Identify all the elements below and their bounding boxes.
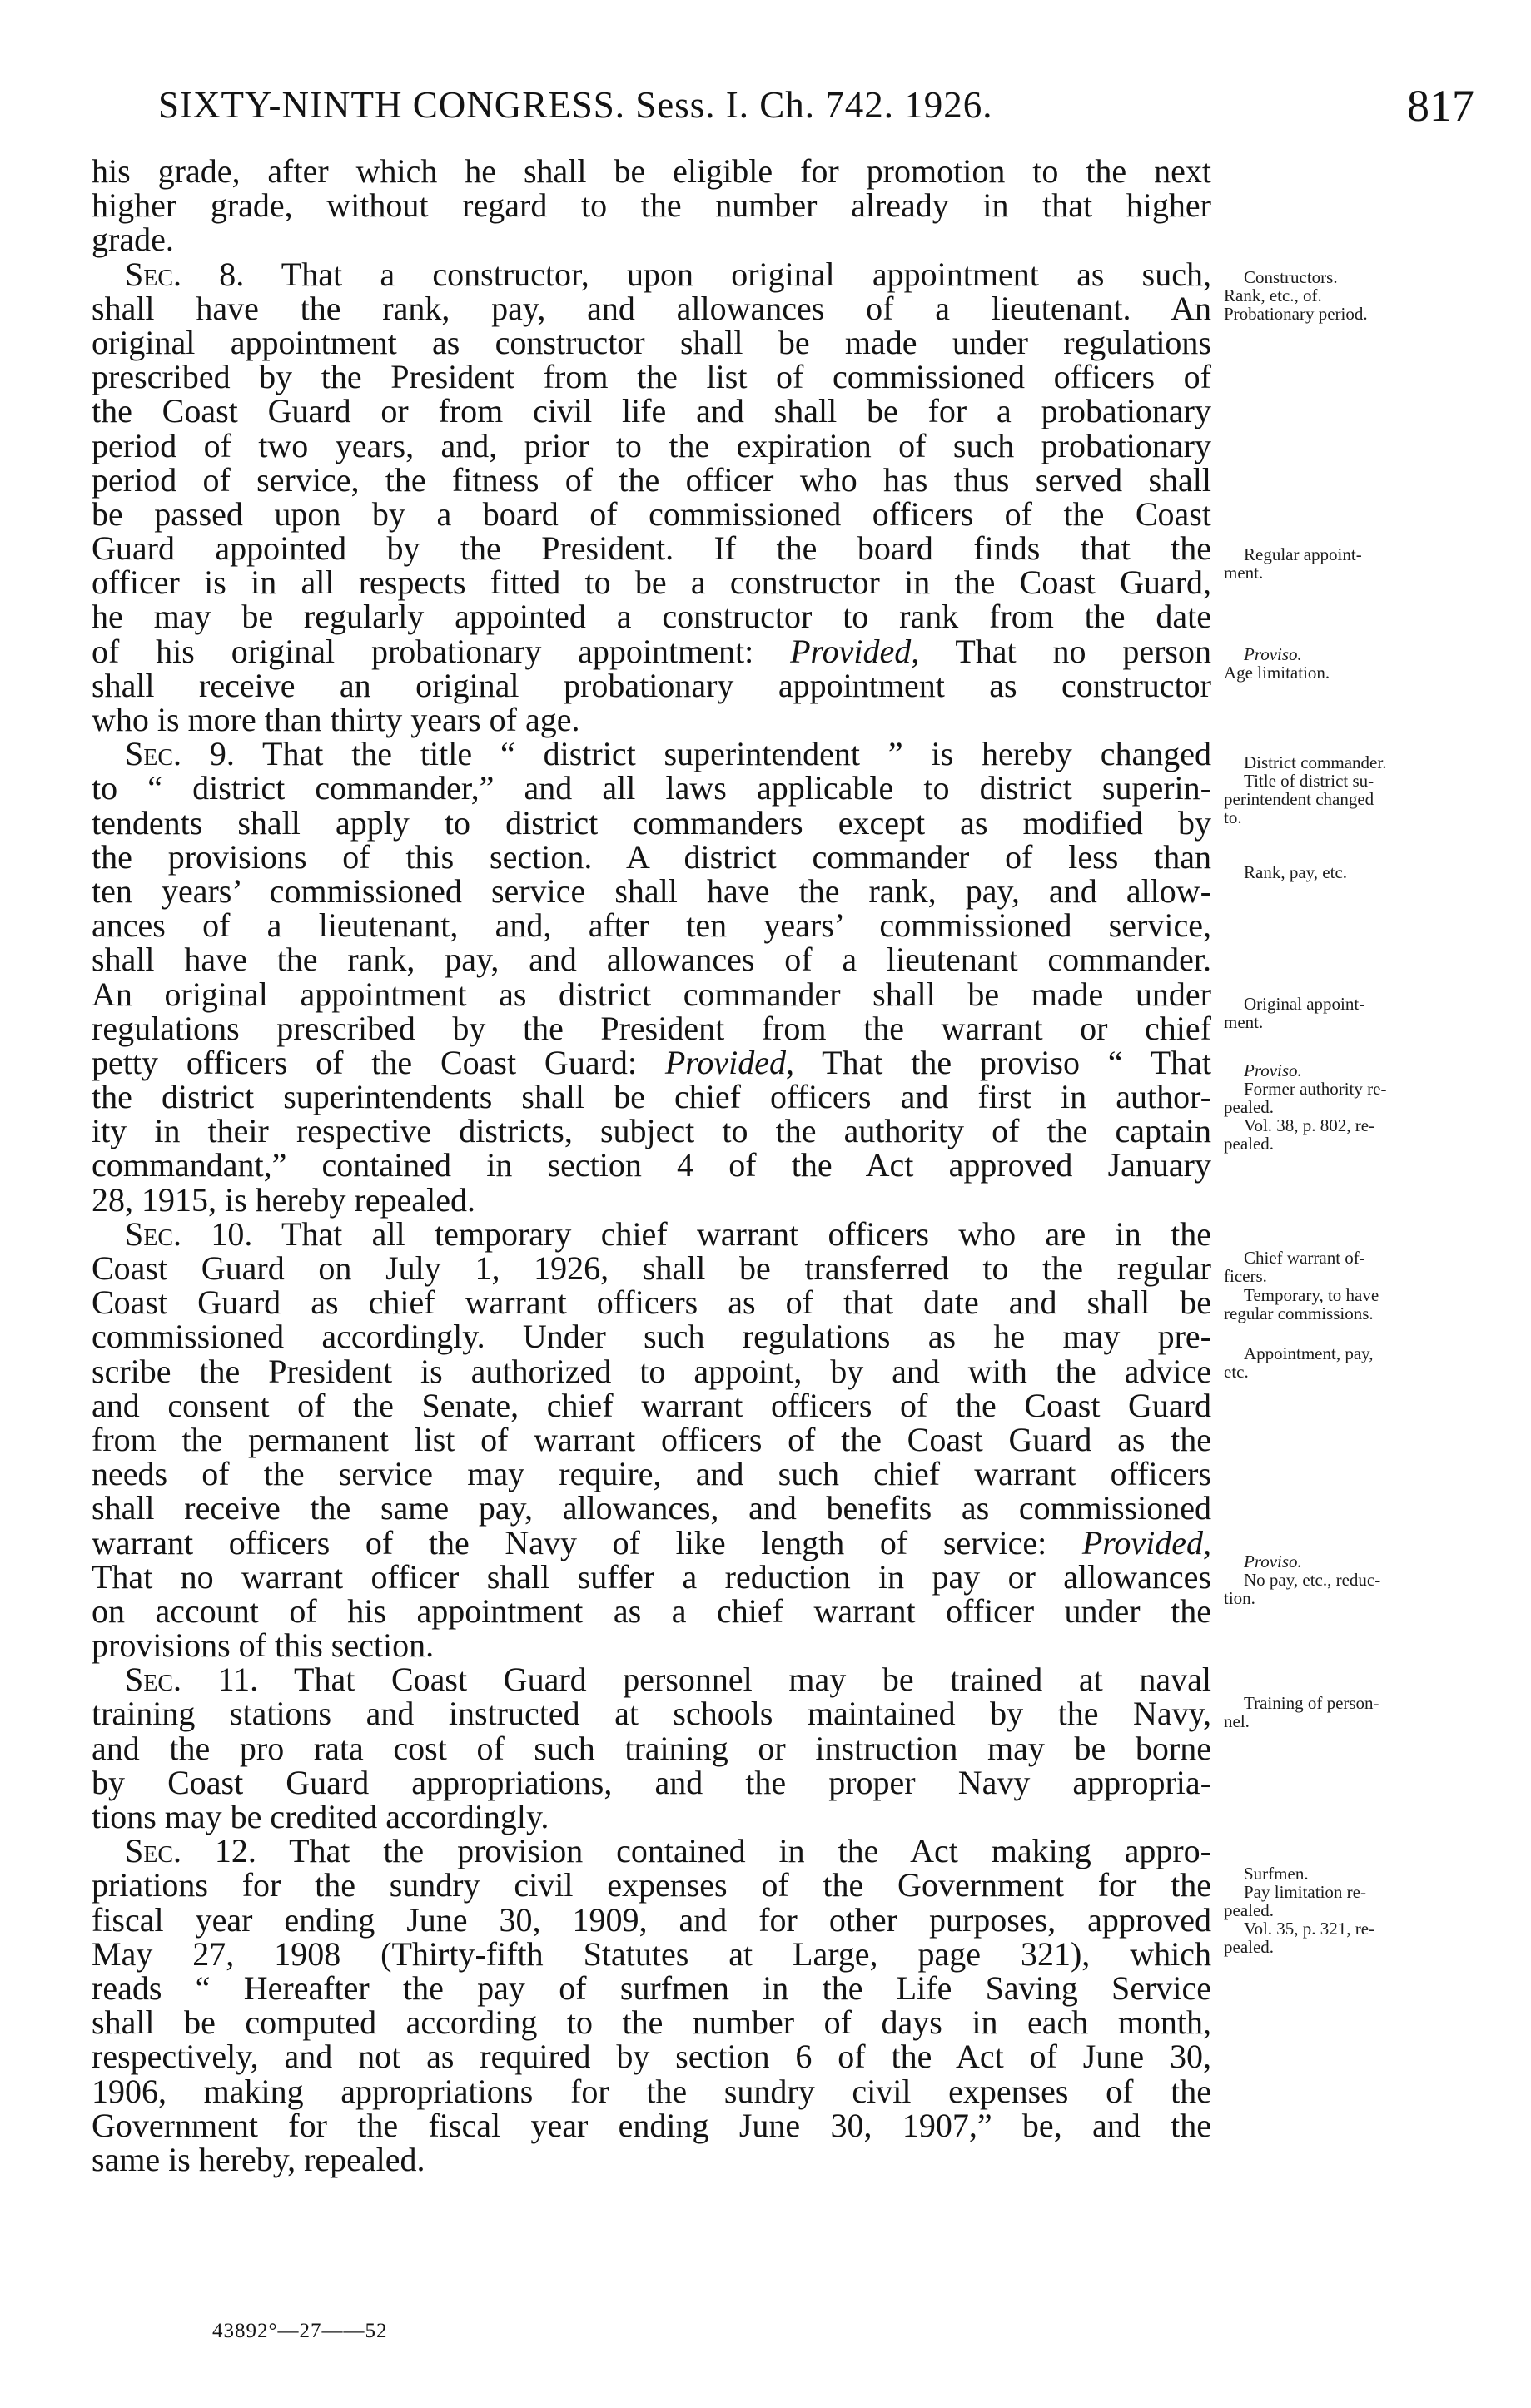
text-line: shall receive an original probationary appointment as constructor bbox=[92, 666, 1211, 704]
margin-note-regular-appointment: Regular appoint- ment. bbox=[1224, 544, 1362, 583]
text-line: the Coast Guard or from civil life and shall be for a probationary bbox=[92, 392, 1211, 430]
margin-note-proviso-age: Proviso. Age limitation. bbox=[1224, 644, 1330, 683]
margin-note-constructors: Constructors. Rank, etc., of. Probationary period. bbox=[1224, 267, 1368, 324]
margin-note-appointment-pay: Appointment, pay, etc. bbox=[1224, 1343, 1374, 1382]
text-line: tendents shall apply to district commanders except as modified by bbox=[92, 803, 1211, 842]
text-line: 28, 1915, is hereby repealed. bbox=[92, 1180, 475, 1219]
text-line: of his original probationary appointment: Provided, That no person bbox=[92, 632, 1211, 670]
text-line: original appointment as constructor shall be made under regulations bbox=[92, 323, 1211, 361]
section-number: Sec. 11. bbox=[125, 1661, 259, 1699]
text-line: scribe the President is authorized to appoint, by and with the advice bbox=[92, 1352, 1211, 1390]
margin-note-rank-pay: Rank, pay, etc. bbox=[1244, 862, 1348, 882]
printer-signature: 43892°—27——52 bbox=[212, 2320, 388, 2342]
text-line: tions may be credited accordingly. bbox=[92, 1798, 549, 1835]
text-line: Coast Guard on July 1, 1926, shall be transferred to the regular bbox=[92, 1249, 1211, 1287]
text-line: commandant,” contained in section 4 of the Act approved January bbox=[92, 1146, 1211, 1184]
proviso-word: Provided, bbox=[1081, 1523, 1211, 1561]
margin-note-proviso-no-pay-reduction: Proviso. No pay, etc., reduc- tion. bbox=[1224, 1552, 1381, 1608]
text-line: commissioned accordingly. Under such regulations as he may pre- bbox=[92, 1318, 1211, 1356]
text-line: Guard appointed by the President. If the board finds that the bbox=[92, 529, 1211, 568]
proviso-word: Provided, bbox=[664, 1043, 794, 1081]
section-number: Sec. 12. bbox=[125, 1832, 256, 1870]
text-line: needs of the service may require, and such chief warrant officers bbox=[92, 1455, 1211, 1493]
text-line: grade. bbox=[92, 221, 174, 259]
margin-note-surfmen: Surfmen. Pay limitation re- pealed. Vol. 35, p. 321, re- pealed. bbox=[1224, 1864, 1375, 1957]
text-line: ten years’ commissioned service shall have the rank, pay, and allow- bbox=[92, 871, 1211, 910]
text-line: his grade, after which he shall be eligible for promotion to the next bbox=[92, 152, 1211, 190]
running-head: SIXTY-NINTH CONGRESS. Sess. I. Ch. 742. 1926. bbox=[158, 84, 993, 126]
text-line: period of service, the fitness of the officer who has thus served shall bbox=[92, 460, 1211, 499]
text-line: That no warrant officer shall suffer a reduction in pay or allowances bbox=[92, 1557, 1211, 1596]
text-line: reads “ Hereafter the pay of surfmen in the Life Saving Service bbox=[92, 1969, 1211, 2007]
text-line: the provisions of this section. A district commander of less than bbox=[92, 837, 1211, 876]
text-line: from the permanent list of warrant officers of the Coast Guard as the bbox=[92, 1420, 1211, 1458]
text-line: who is more than thirty years of age. bbox=[92, 701, 580, 738]
text-line: respectively, and not as required by section 6 of the Act of June 30, bbox=[92, 2038, 1211, 2076]
text-line: and consent of the Senate, chief warrant officers of the Coast Guard bbox=[92, 1386, 1211, 1424]
text-line: period of two years, and, prior to the expiration of such probationary bbox=[92, 426, 1211, 464]
text-line: ances of a lieutenant, and, after ten years’ commissioned service, bbox=[92, 906, 1211, 945]
text-line: shall have the rank, pay, and allowances of a lieutenant. An bbox=[92, 289, 1211, 327]
text-line: petty officers of the Coast Guard: Provided, That the proviso “ That bbox=[92, 1043, 1212, 1081]
text-line: fiscal year ending June 30, 1909, and for other purposes, approved bbox=[92, 1900, 1211, 1939]
section-10-line: Sec. 10. That all temporary chief warrant officers who are in the bbox=[125, 1214, 1211, 1253]
text-line: higher grade, without regard to the number already in that higher bbox=[92, 186, 1211, 225]
margin-note-training: Training of person- nel. bbox=[1224, 1693, 1379, 1731]
section-11-line: Sec. 11. That Coast Guard personnel may be trained at naval bbox=[125, 1661, 1211, 1699]
text-line: shall receive the same pay, allowances, and benefits as commissioned bbox=[92, 1489, 1211, 1527]
margin-note-original-appointment: Original appoint- ment. bbox=[1224, 994, 1365, 1032]
body-text bbox=[92, 154, 1211, 2177]
text-line: May 27, 1908 (Thirty-fifth Statutes at Large, page 321), which bbox=[92, 1934, 1211, 1973]
section-number: Sec. 9. bbox=[125, 735, 235, 773]
text-line: the district superintendents shall be chief officers and first in author- bbox=[92, 1078, 1211, 1116]
section-number: Sec. 10. bbox=[125, 1214, 253, 1253]
text-line: on account of his appointment as a chief warrant officer under the bbox=[92, 1591, 1211, 1630]
text-line: priations for the sundry civil expenses of the Government for the bbox=[92, 1866, 1211, 1904]
page-number: 817 bbox=[1407, 81, 1474, 131]
section-number: Sec. 8. bbox=[125, 255, 245, 293]
text-line: shall be computed according to the number of days in each month, bbox=[92, 2003, 1211, 2042]
text-line: by Coast Guard appropriations, and the proper Navy appropria- bbox=[92, 1763, 1211, 1801]
text-line: Coast Guard as chief warrant officers as of that date and shall be bbox=[92, 1283, 1211, 1322]
text-line: and the pro rata cost of such training or instruction may be borne bbox=[92, 1729, 1211, 1767]
text-line: warrant officers of the Navy of like length of service: Provided, bbox=[92, 1523, 1211, 1561]
section-12-line: Sec. 12. That the provision contained in the Act making appro- bbox=[125, 1832, 1212, 1870]
text-line: ity in their respective districts, subject to the authority of the captain bbox=[92, 1112, 1211, 1150]
text-line: shall have the rank, pay, and allowances of a lieutenant commander. bbox=[92, 941, 1211, 979]
text-line: he may be regularly appointed a constructor to rank from the date bbox=[92, 598, 1211, 636]
text-line: prescribed by the President from the list of commissioned officers of bbox=[92, 358, 1211, 396]
margin-note-chief-warrant: Chief warrant of- ficers. bbox=[1224, 1248, 1365, 1286]
text-line: to “ district commander,” and all laws applicable to district superin- bbox=[92, 769, 1211, 807]
text-line: 1906, making appropriations for the sundry civil expenses of the bbox=[92, 2072, 1211, 2110]
section-9-line: Sec. 9. That the title “ district superintendent ” is hereby changed bbox=[125, 735, 1211, 773]
text-line: training stations and instructed at schools maintained by the Navy, bbox=[92, 1695, 1211, 1733]
margin-note-district-commander: District commander. Title of district su- perintendent changed to. bbox=[1224, 752, 1387, 827]
text-line: officer is in all respects fitted to be a constructor in the Coast Guard, bbox=[92, 564, 1211, 602]
section-8-line: Sec. 8. That a constructor, upon original appointment as such, bbox=[125, 255, 1211, 293]
text-line: be passed upon by a board of commissioned officers of the Coast bbox=[92, 494, 1211, 533]
proviso-word: Provided, bbox=[790, 632, 920, 670]
text-line: An original appointment as district commander shall be made under bbox=[92, 975, 1211, 1013]
margin-note-temporary: Temporary, to have regular commissions. bbox=[1224, 1285, 1379, 1323]
text-line: provisions of this section. bbox=[92, 1626, 435, 1665]
margin-note-proviso-repealed: Proviso. Former authority re- pealed. Vol. 38, p. 802, re- pealed. bbox=[1224, 1060, 1387, 1154]
text-line: same is hereby, repealed. bbox=[92, 2140, 425, 2178]
text-line: regulations prescribed by the President from the warrant or chief bbox=[92, 1009, 1211, 1047]
text-line: Government for the fiscal year ending June 30, 1907,” be, and the bbox=[92, 2106, 1211, 2144]
